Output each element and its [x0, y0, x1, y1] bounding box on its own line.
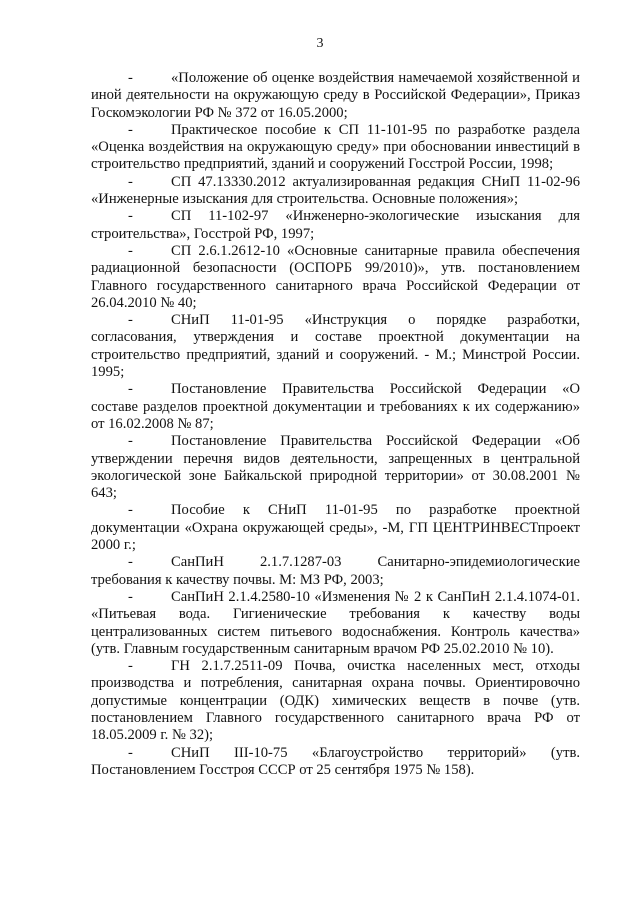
list-dash: - [128, 381, 133, 398]
list-item [91, 589, 580, 658]
list-dash: - [128, 312, 133, 329]
list-item [91, 208, 580, 243]
list-item-text: Постановление Правительства Российской Федерации «О составе разделов проектной документации и требованиях к их содержанию» от 16.02.2008 № 87; [91, 381, 580, 432]
list-item-text: ГН 2.1.7.2511-09 Почва, очистка населенных мест, отходы производства и потребления, санитарная охрана почвы. Ориентировочно допустимые концентрации (ОДК) химических веществ в почве (утв. постановлением Главного государственного санитарного врача РФ от 18.05.2009 г. № 32); [91, 658, 580, 744]
list-item-text: СНиП 11-01-95 «Инструкция о порядке разработки, согласования, утверждения и составе проектной документации на строительство предприятий, зданий и сооружений. - М.; Минстрой России. 1995; [91, 312, 580, 381]
list-item [91, 122, 580, 174]
list-item-text: СанПиН 2.1.7.1287-03 Санитарно-эпидемиологические требования к качеству почвы. М: МЗ РФ, 2003; [91, 554, 580, 588]
list-dash: - [128, 554, 133, 571]
list-dash: - [128, 242, 133, 259]
list-item-text: СанПиН 2.1.4.2580-10 «Изменения № 2 к СанПиН 2.1.4.1074-01. «Питьевая вода. Гигиенические требования к качеству воды централизованных систем питьевого водоснабжения. Контроль качества» (утв. Главным государственным санитарным врачом РФ 25.02.2010 № 10). [91, 588, 580, 657]
list-item [91, 243, 580, 312]
list-item [91, 174, 580, 209]
list-item [91, 502, 580, 554]
list-item-text: Постановление Правительства Российской Федерации «Об утверждении перечня видов деятельности, запрещенных в центральной экологической зоне Байкальской природной территории» от 30.08.2001 № 643; [91, 433, 580, 502]
list-item-text: СП 47.13330.2012 актуализированная редакция СНиП 11-02-96 «Инженерные изыскания для строительства. Основные положения»; [91, 173, 580, 208]
list-item-text: СНиП III-10-75 «Благоустройство территорий» (утв. Постановлением Госстроя СССР от 25 сентября 1975 № 158). [91, 744, 580, 778]
list-item-text: Пособие к СНиП 11-01-95 по разработке проектной документации «Охрана окружающей среды», -М, ГП ЦЕНТРИНВЕСТпроект 2000 г.; [91, 502, 580, 554]
list-dash: - [128, 658, 133, 675]
list-item [91, 381, 580, 433]
list-dash: - [128, 208, 133, 225]
list-dash: - [128, 70, 133, 86]
list-item [91, 433, 580, 502]
list-item-text: Практическое пособие к СП 11-101-95 по разработке раздела «Оценка воздействия на окружающую среду» при обосновании инвестиций в строительство предприятий, зданий и сооружений Госстрой России, 1998; [91, 121, 580, 173]
list-dash: - [128, 502, 133, 519]
list-item [91, 658, 580, 744]
page-number: 3 [316, 36, 324, 51]
list-item-text: «Положение об оценке воздействия намечаемой хозяйственной и иной деятельности на окружающую среду в Российской Федерации», Приказ Госкомэкологии РФ № 372 от 16.05.2000; [91, 70, 580, 121]
list-item-text: СП 11-102-97 «Инженерно-экологические изыскания для строительства», Госстрой РФ, 1997; [91, 208, 580, 242]
list-dash: - [128, 744, 133, 761]
list-item [91, 312, 580, 381]
list-item [91, 554, 580, 589]
list-dash: - [128, 433, 133, 450]
list-item [91, 745, 580, 780]
list-item-text: СП 2.6.1.2612-10 «Основные санитарные правила обеспечения радиационной безопасности (ОСПОРБ 99/2010)», утв. постановлением Главного государственного санитарного врача Российской Федерации от 26.04.2010 № 40; [91, 242, 580, 311]
regulations-list [91, 70, 580, 779]
list-dash: - [128, 173, 133, 190]
list-dash: - [128, 121, 133, 138]
list-item [91, 70, 580, 122]
list-dash: - [128, 588, 133, 605]
